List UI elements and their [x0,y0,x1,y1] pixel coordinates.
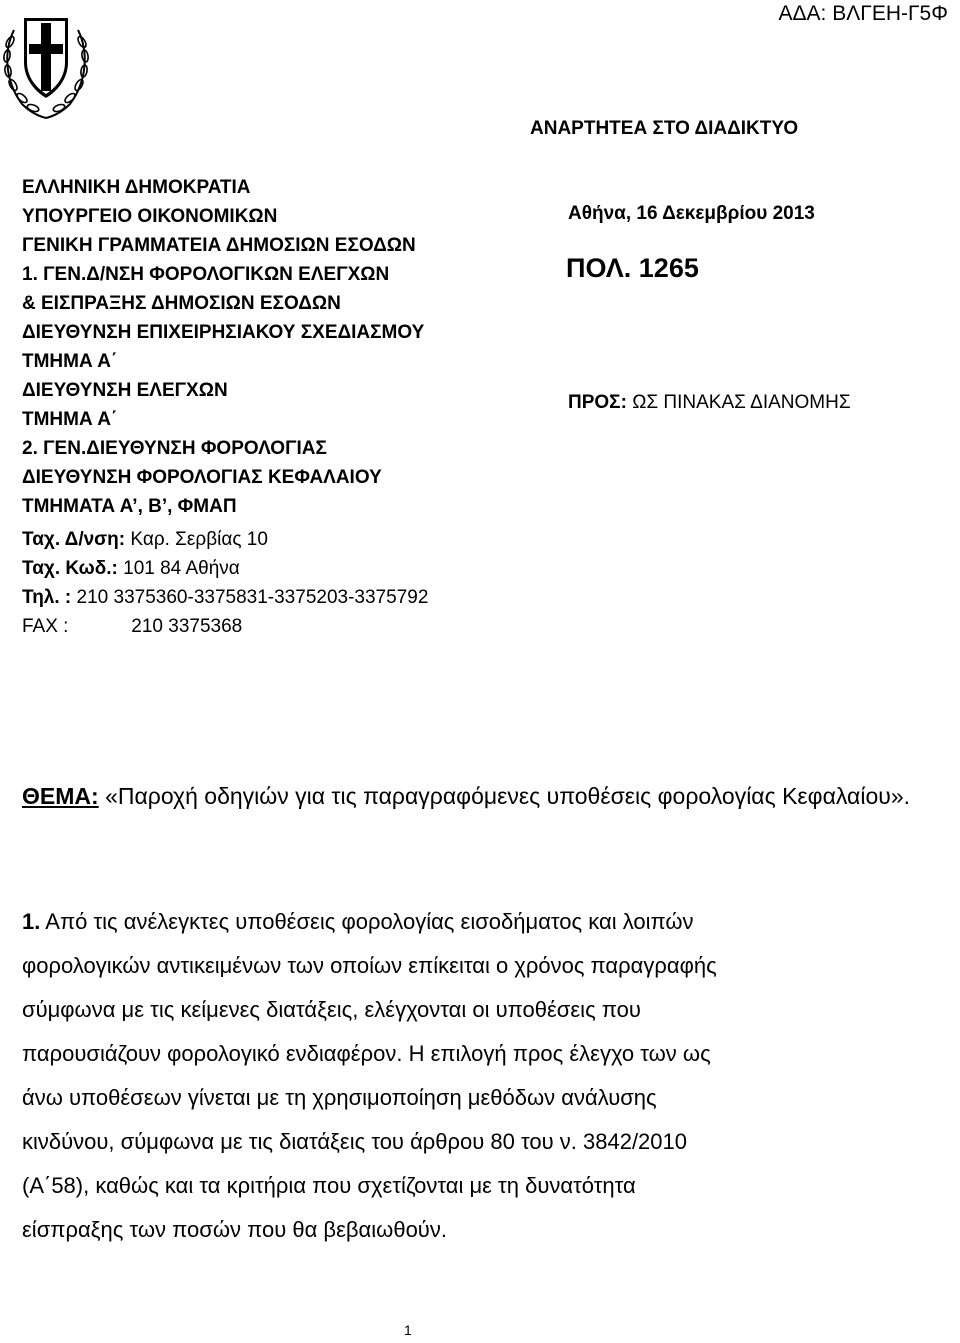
sender-line: ΔΙΕΥΘΥΝΣΗ ΦΟΡΟΛΟΓΙΑΣ ΚΕΦΑΛΑΙΟΥ [22,467,382,488]
pol-number: ΠΟΛ. 1265 [566,253,699,283]
sender-line: ΔΙΕΥΘΥΝΣΗ ΕΛΕΓΧΩΝ [22,380,228,401]
sender-line: ΤΜΗΜΑΤΑ Α’, Β’, ΦΜΑΠ [22,496,237,517]
paragraph-line: σύμφωνα με τις κείμενες διατάξεις, ελέγχονται οι υποθέσεις που [22,997,641,1022]
sender-line: ΥΠΟΥΡΓΕΙΟ ΟΙΚΟΝΟΜΙΚΩΝ [22,206,278,227]
phone-line [22,587,428,609]
paragraph-number: 1. [22,909,41,934]
sender-line: 2. ΓΕΝ.ΔΙΕΥΘΥΝΣΗ ΦΟΡΟΛΟΓΙΑΣ [22,438,327,459]
phone-value: 210 3375360-3375831-3375203-3375792 [76,587,429,608]
fax-label: FAX : [22,616,69,637]
greek-coat-of-arms-icon [0,0,92,122]
online-posting-notice: ΑΝΑΡΤΗΤΕΑ ΣΤΟ ΔΙΑΔΙΚΤΥΟ [530,118,799,139]
sender-line: & ΕΙΣΠΡΑΞΗΣ ΔΗΜΟΣΙΩΝ ΕΣΟΔΩΝ [22,293,341,314]
subject [22,773,922,819]
address-label: Ταχ. Δ/νση: [22,529,126,550]
paragraph-line: (Α΄58), καθώς και τα κριτήρια που σχετίζονται με τη δυνατότητα [22,1173,636,1198]
paragraph-line: παρουσιάζουν φορολογικό ενδιαφέρον. Η επιλογή προς έλεγχο των ως [22,1041,711,1066]
paragraph-1 [22,900,922,1252]
subject-label: ΘΕΜΑ: [22,783,99,809]
sender-line: ΓΕΝΙΚΗ ΓΡΑΜΜΑΤΕΙΑ ΔΗΜΟΣΙΩΝ ΕΣΟΔΩΝ [22,235,416,256]
address-line [22,529,268,551]
ada-code: ΑΔΑ: ΒΛΓΕΗ-Γ5Φ [778,2,948,25]
sender-line: ΔΙΕΥΘΥΝΣΗ ΕΠΙΧΕΙΡΗΣΙΑΚΟΥ ΣΧΕΔΙΑΣΜΟΥ [22,322,425,343]
postcode-value: 101 84 Αθήνα [123,558,240,579]
recipient-line [568,392,851,414]
paragraph-line-text: Από τις ανέλεγκτες υποθέσεις φορολογίας εισοδήματος και λοιπών [45,909,694,934]
document-date: Αθήνα, 16 Δεκεμβρίου 2013 [568,203,815,224]
paragraph-line: είσπραξης των ποσών που θα βεβαιωθούν. [22,1217,447,1242]
postcode-label: Ταχ. Κωδ.: [22,558,118,579]
sender-line: ΕΛΛΗΝΙΚΗ ΔΗΜΟΚΡΑΤΙΑ [22,177,251,198]
page-number: 1 [404,1322,412,1338]
recipient-value: ΩΣ ΠΙΝΑΚΑΣ ΔΙΑΝΟΜΗΣ [632,392,851,413]
paragraph-line: φορολογικών αντικειμένων των οποίων επίκειται ο χρόνος παραγραφής [22,953,717,978]
recipient-label: ΠΡΟΣ: [568,392,627,413]
postcode-line [22,558,240,580]
sender-line: 1. ΓΕΝ.Δ/ΝΣΗ ΦΟΡΟΛΟΓΙΚΩΝ ΕΛΕΓΧΩΝ [22,264,390,285]
paragraph-line [22,900,922,944]
fax-line [22,616,242,638]
address-value: Καρ. Σερβίας 10 [130,529,268,550]
subject-text: «Παροχή οδηγιών για τις παραγραφόμενες υποθέσεις φορολογίας Κεφαλαίου». [105,783,910,809]
sender-line: ΤΜΗΜΑ Α΄ [22,409,118,430]
sender-line: ΤΜΗΜΑ Α΄ [22,351,118,372]
fax-value: 210 3375368 [131,616,243,637]
phone-label: Τηλ. : [22,587,72,608]
paragraph-line: άνω υποθέσεων γίνεται με τη χρησιμοποίηση μεθόδων ανάλυσης [22,1085,657,1110]
paragraph-line: κινδύνου, σύμφωνα με τις διατάξεις του άρθρου 80 του ν. 3842/2010 [22,1129,687,1154]
